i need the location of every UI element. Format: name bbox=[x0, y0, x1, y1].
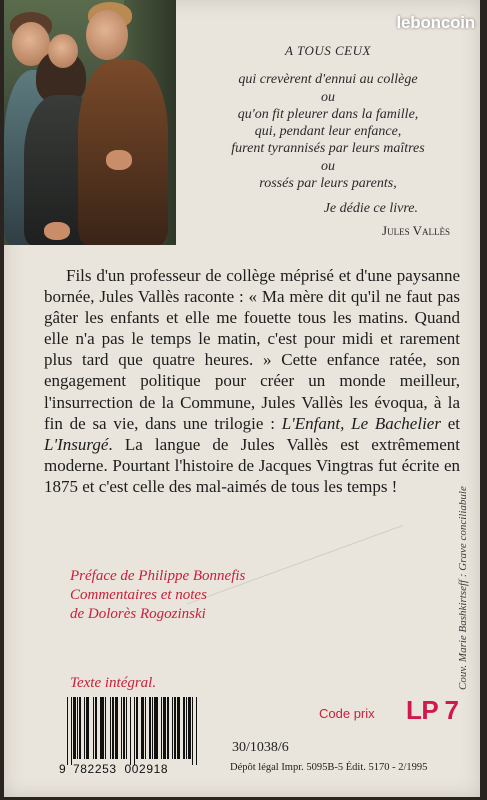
summary-part-2: . La langue de Jules Vallès est extrêmement moderne. Pourtant l'histoire de Jacques Vingtras fut écrite en 1875 et c'est celle des mal-aimés de tous les temps ! bbox=[44, 434, 460, 496]
credit-notes: Commentaires et notes bbox=[70, 587, 207, 603]
price-code-value: LP 7 bbox=[406, 695, 459, 725]
dedication-line: qu'on fit pleurer dans la famille, bbox=[237, 106, 419, 122]
credit-preface: Préface de Philippe Bonnefis bbox=[70, 568, 246, 584]
summary-text bbox=[44, 265, 460, 497]
unabridged-label: Texte intégral. bbox=[70, 675, 157, 691]
cover-painting bbox=[4, 0, 176, 245]
summary-part-1: Fils d'un professeur de collège méprisé et d'une paysanne bornée, Jules Vallès raconte : « Ma mère dit qu'il ne faut pas gâter les enfants et elle me fouette tous les matins. Quand elle n'a pas le temps le matin, c'est pour midi et rarement plus tard que quatre heures. » Cette enfance ratée, son engagement politique pour créer un monde meilleur, l'insurrection de la Commune, Jules Vallès les évoqua, à la fin de sa vie, dans une trilogie : bbox=[44, 266, 460, 433]
price-code-label: Code prix bbox=[319, 706, 375, 721]
dedication-signature: Jules Vallès bbox=[382, 222, 450, 238]
isbn-digits: 782253 002918 bbox=[73, 762, 169, 776]
dedication-line: qui crevèrent d'ennui au collège bbox=[238, 72, 418, 88]
dedication-line: rossés par leurs parents, bbox=[259, 176, 397, 192]
book-back-cover bbox=[4, 0, 480, 797]
catalog-reference: 30/1038/6 bbox=[232, 740, 289, 755]
credit-author: de Dolorès Rogozinski bbox=[70, 606, 206, 622]
barcode bbox=[59, 697, 209, 776]
isbn-first-digit: 9 bbox=[59, 762, 67, 776]
editorial-credits bbox=[70, 567, 370, 624]
dedication bbox=[176, 42, 480, 239]
dedication-line: ou bbox=[321, 89, 335, 105]
dedication-line: furent tyrannisés par leurs maîtres bbox=[231, 141, 425, 157]
legal-deposit: Dépôt légal Impr. 5095B-5 Édit. 5170 - 2/1995 bbox=[230, 762, 428, 773]
book-title-1: L'Enfant, Le Bachelier bbox=[281, 413, 441, 433]
barcode-bars bbox=[67, 697, 209, 759]
book-title-2: L'Insurgé bbox=[44, 434, 109, 454]
cover-illustration-credit: Couv. Marie Bashkirtseff : Grave conciliabule bbox=[457, 486, 469, 690]
watermark-logo: leboncoin bbox=[396, 13, 475, 32]
dedication-closing: Je dédie ce livre. bbox=[323, 201, 418, 217]
summary-and: et bbox=[440, 413, 460, 433]
dedication-line: qui, pendant leur enfance, bbox=[254, 124, 402, 140]
dedication-line: ou bbox=[321, 158, 335, 174]
dedication-title: A TOUS CEUX bbox=[285, 43, 371, 58]
